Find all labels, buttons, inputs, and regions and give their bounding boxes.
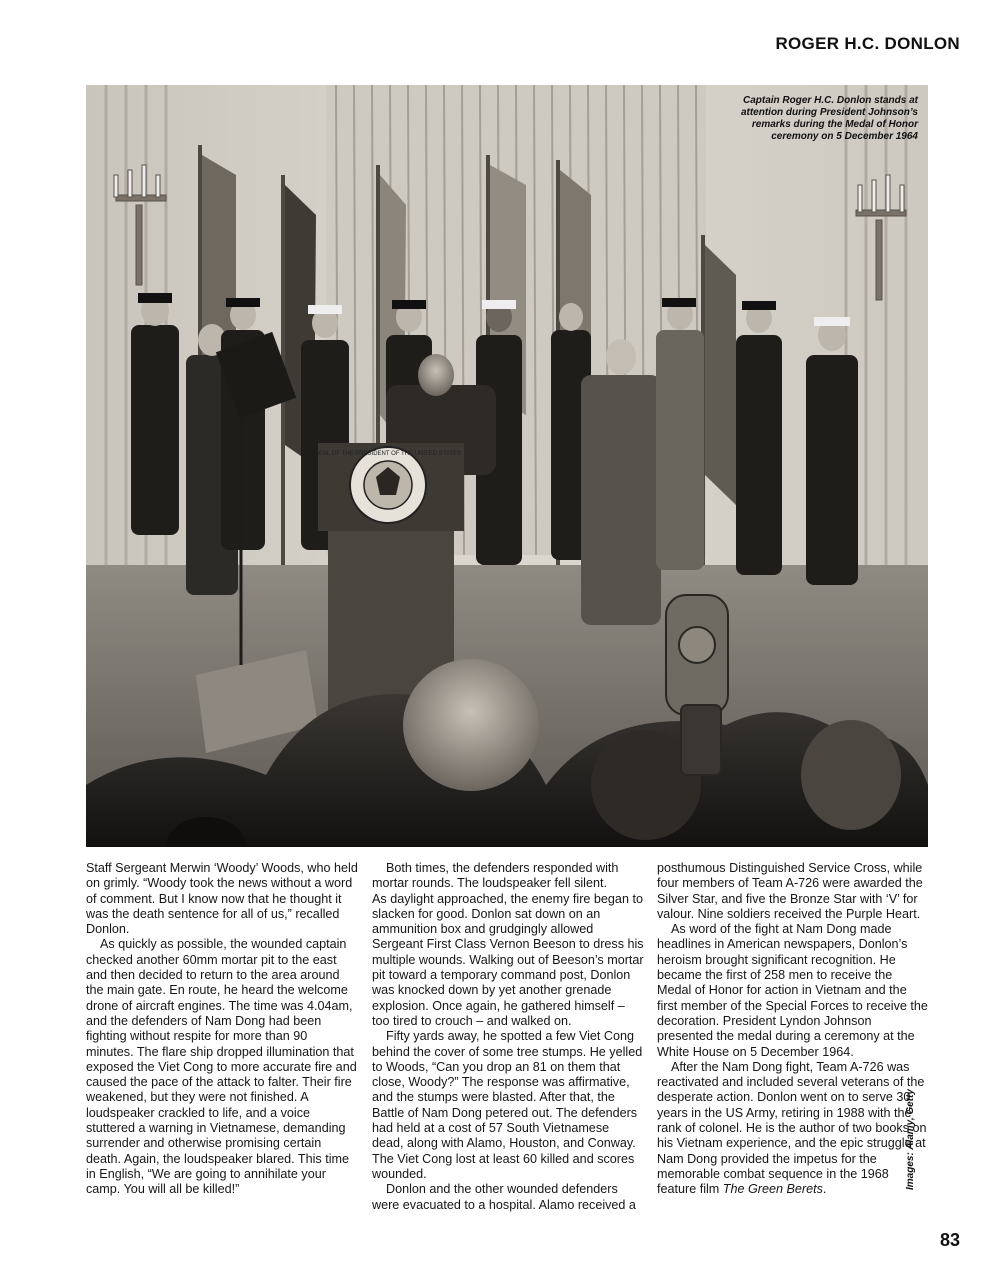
- image-credit: Images: Alamy, Getty: [905, 1089, 916, 1190]
- ceremony-photo-drawing: [86, 85, 928, 847]
- end-punctuation: .: [822, 1182, 827, 1197]
- text-column-1: [86, 861, 358, 1198]
- ceremony-photo: [86, 85, 928, 847]
- podium-seal-text: SEAL OF THE PRESIDENT OF THE UNITED STATES: [314, 451, 462, 457]
- text-column-2: [372, 861, 644, 1213]
- paragraph: Both times, the defenders responded with mortar rounds. The loudspeaker fell silent.: [372, 861, 619, 891]
- photo-caption: Captain Roger H.C. Donlon stands at attention during President Johnson’s remarks during the Medal of Honor ceremony on 5 December 1964: [740, 95, 918, 142]
- page-number: 83: [939, 1230, 960, 1250]
- paragraph-with-film-title: [657, 1060, 929, 1198]
- running-header: ROGER H.C. DONLON: [775, 34, 960, 53]
- paragraph: As quickly as possible, the wounded captain checked another 60mm mortar pit to the east and then decided to return to the area around the main gate. En route, he heard the welcome drone of aircraft engines. The time was 4.04am, and the defenders of Nam Dong had been fighting without respite for more than 90 minutes. The flare ship dropped illumination that exposed the Viet Cong to more accurate fire and caused the pace of the attack to falter. Their fire weakened, but they were not finished. A loudspeaker crackled to life, and a voice stuttered a warning in Vietnamese, demanding surrender and otherwise promising certain death. Again, the loudspeaker blared. This time in English, “We are going to annihilate your camp. You will all be killed!”: [86, 937, 357, 1197]
- film-title: The Green Berets: [722, 1182, 823, 1197]
- paragraph: As daylight approached, the enemy fire began to slacken for good. Donlon sat down on an ammunition box and grudgingly allowed Sergeant First Class Vernon Beeson to dress his multiple wounds. Walking out of Beeson’s mortar pit toward a temporary command post, Donlon was knocked down by yet another grenade explosion. Once again, he gathered himself – too tired to crouch – and walked on.: [372, 891, 644, 1028]
- paragraph-text: After the Nam Dong fight, Team A-726 was reactivated and included several veterans of the desperate action. Donlon went on to serve 30 years in the US Army, retiring in 1988 with the rank of colonel. He is the author of two books on his Vietnam experience, and the epic struggle at Nam Dong provided the impetus for the memorable combat sequence in the 1968 feature film: [657, 1059, 927, 1197]
- paragraph: Staff Sergeant Merwin ‘Woody’ Woods, who held on grimly. “Woody took the news without a word of comment. But I know now that he thought it was the death sentence for all of us,” recalled Donlon.: [86, 861, 358, 937]
- paragraph: Fifty yards away, he spotted a few Viet Cong behind the cover of some tree stumps. He yelled to Woods, “Can you drop an 81 on them that close, Woody?” The response was affirmative, and the stumps were blasted. After that, the Battle of Nam Dong petered out. The defenders had held at a cost of 57 South Vietnamese dead, along with Alamo, Houston, and Conway. The Viet Cong lost at least 60 killed and scores wounded.: [372, 1029, 643, 1181]
- paragraph: Donlon and the other wounded defenders were evacuated to a hospital. Alamo received a: [372, 1182, 636, 1212]
- paragraph: posthumous Distinguished Service Cross, while four members of Team A-726 were awarded the Silver Star, and five the Bronze Star with ‘V’ for valour. Nine soldiers received the Purple Heart.: [657, 861, 923, 921]
- paragraph: As word of the fight at Nam Dong made headlines in American newspapers, Donlon’s heroism brought significant recognition. He became the first of 258 men to receive the Medal of Honor for action in Vietnam and the first member of the Special Forces to receive the decoration. President Lyndon Johnson presented the medal during a ceremony at the White House on 5 December 1964.: [657, 922, 928, 1059]
- text-column-3: [657, 861, 929, 1198]
